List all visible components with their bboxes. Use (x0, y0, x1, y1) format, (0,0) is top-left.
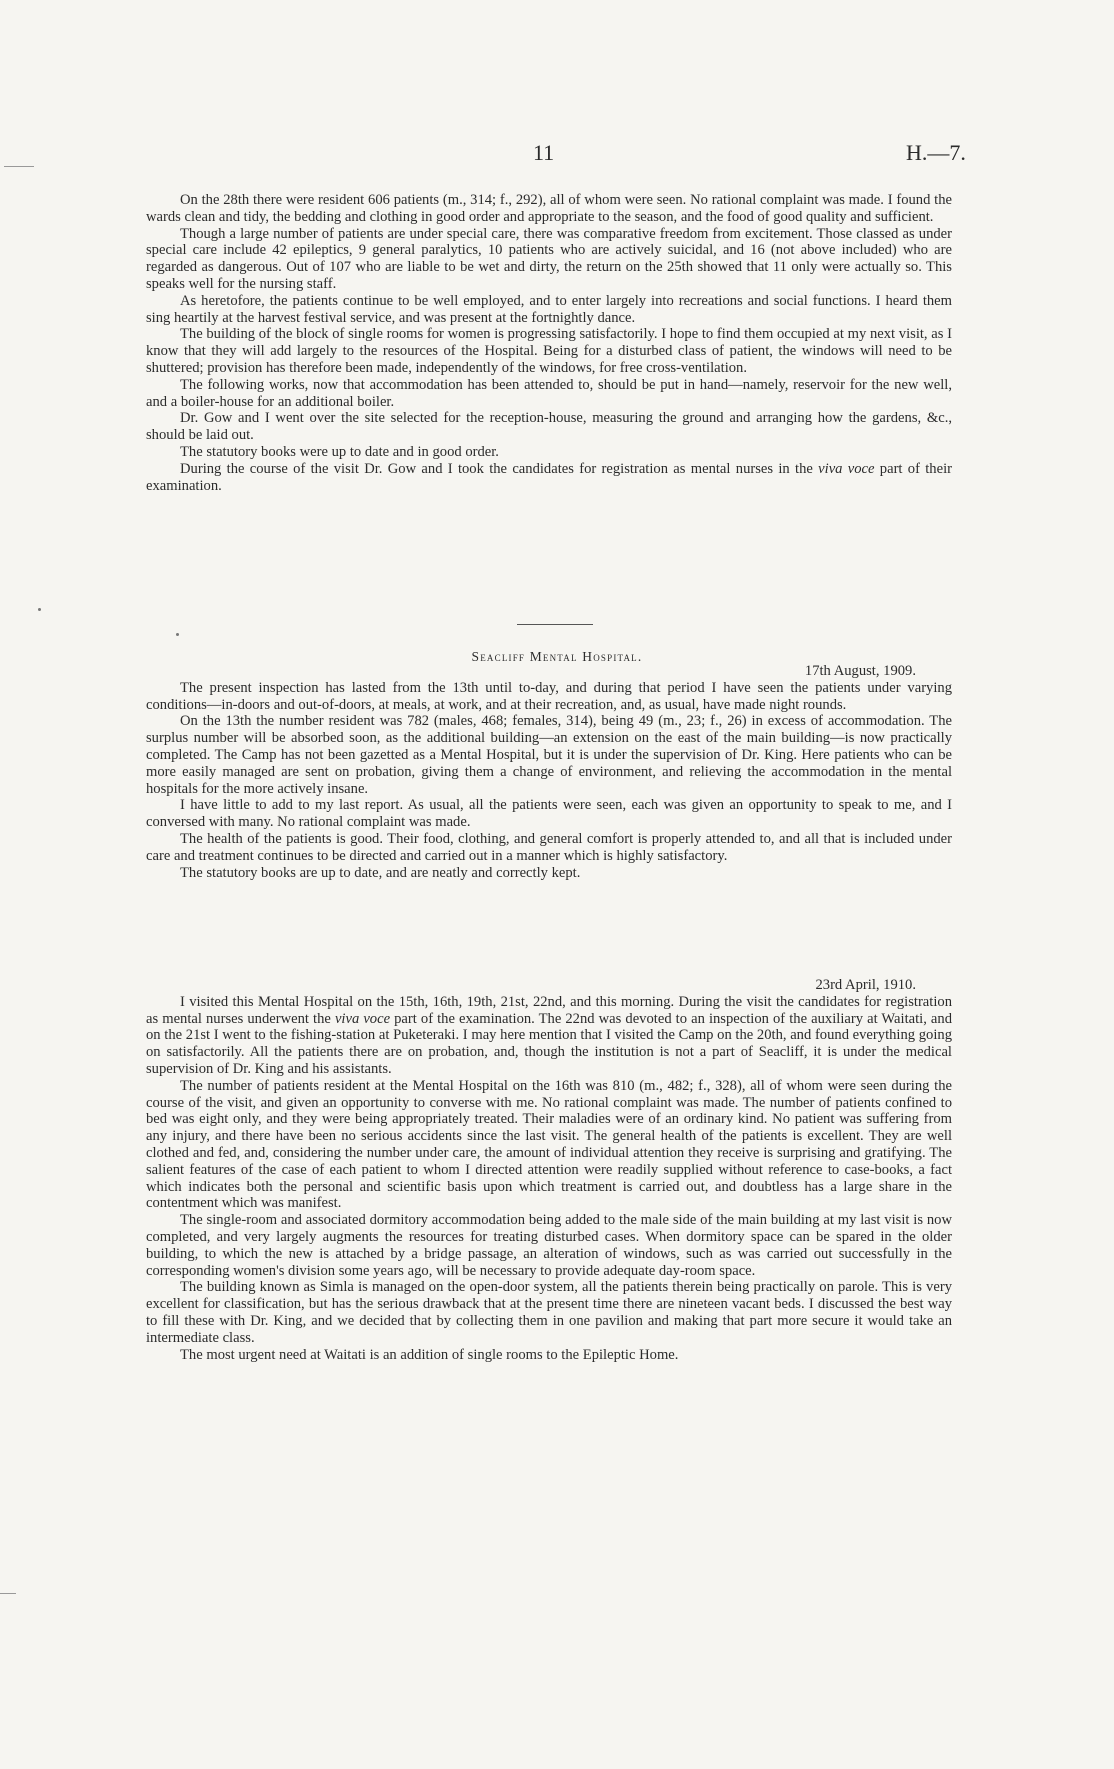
paragraph: As heretofore, the patients continue to be well employed, and to enter largely into recreations and social functions. I heard them sing heartily at the harvest festival service, and was present at the fortnightly dance. (146, 292, 952, 326)
italic-term: viva voce (334, 1010, 391, 1027)
paragraph: On the 28th there were resident 606 patients (m., 314; f., 292), all of whom were seen. No rational complaint was made. I found the wards clean and tidy, the bedding and clothing in good order and appropriate to the season, and the food of good quality and sufficient. (146, 192, 952, 225)
paragraph: The statutory books are up to date, and are neatly and correctly kept. (180, 864, 581, 881)
paragraph (146, 461, 952, 495)
report-section-2-part-1 (146, 663, 952, 881)
scan-speck (38, 608, 41, 611)
report-date: 23rd April, 1910. (815, 977, 916, 993)
page-number: 11 (533, 140, 555, 165)
paragraph: Though a large number of patients are under special care, there was comparative freedom from excitement. Those classed as under special care include 42 epileptics, 9 general paralytics, 10 patients who are actively suicidal, and 16 (not above included) who are regarded as dangerous. Out of 107 who are liable to be wet and dirty, the return on the 25th showed that 11 only were actually so. This speaks well for the nursing staff. (146, 225, 952, 292)
paragraph: The building of the block of single rooms for women is progressing satisfactorily. I hope to find them occupied at my next visit, as I know that they will add largely to the resources of the Hospital. Being for a disturbed class of patient, the windows will need to be shuttered; provision has therefore been made, independently of the windows, for free cross-ventilation. (146, 326, 952, 376)
margin-mark (4, 166, 34, 167)
paragraph: The most urgent need at Waitati is an addition of single rooms to the Epileptic Home. (180, 1346, 679, 1363)
margin-mark (0, 1593, 16, 1594)
text-run: I visited this Mental Hospital on the 15th, 16th, 19th, 21st, 22nd, and this morning. During the visit the candidates for registration as mental nurses underwent the (146, 993, 952, 1027)
paragraph: Dr. Gow and I went over the site selected for the reception-house, measuring the ground and arranging how the gardens, &c., should be laid out. (146, 410, 952, 444)
document-reference: H.—7. (906, 140, 966, 165)
paragraph: The building known as Simla is managed on the open-door system, all the patients therein being practically on parole. This is very excellent for classification, but has the serious drawback that at the present time there are nineteen vacant beds. I discussed the best way to fill these with Dr. King, and we decided that by collecting them in one pavilion and making that part more secure it would take an intermediate class. (146, 1279, 952, 1346)
paragraph: The number of patients resident at the Mental Hospital on the 16th was 810 (m., 482; f., 328), all of whom were seen during the course of the visit, and given an opportunity to converse with me. No rational complaint was made. The number of patients confined to bed was eight only, and they were being appropriately treated. Their maladies were of an ordinary kind. No patient was suffering from any injury, and there have been no serious accidents since the last visit. The general health of the patients is excellent. They are well clothed and fed, and, considering the number under care, the amount of individual attention they receive is surprising and gratifying. The salient features of the case of each patient to whom I directed attention were readily supplied without reference to case-books, a fact which indicates both the personal and scientific basis upon which treatment is carried out, and doubtless has a large share in the contentment which was manifest. (146, 1077, 952, 1212)
paragraph: On the 13th the number resident was 782 (males, 468; females, 314), being 49 (m., 23; f., 26) in excess of accommodation. The surplus number will be absorbed soon, as the additional building—an extension on the east of the main building—is now practically completed. The Camp has not been gazetted as a Mental Hospital, but it is under the supervision of Dr. King. Here patients who can be more easily managed are sent on probation, giving them a change of environment, and relieving the accommodation in the mental hospitals for the more actively insane. (146, 713, 952, 797)
paragraph: The following works, now that accommodation has been attended to, should be put in hand—namely, reservoir for the new well, and a boiler-house for an additional boiler. (146, 376, 952, 410)
section-divider (517, 624, 593, 625)
paragraph: I have little to add to my last report. As usual, all the patients were seen, each was given an opportunity to speak to me, and I conversed with many. No rational complaint was made. (146, 797, 952, 831)
report-section-1 (146, 192, 952, 494)
text-run: part of the examination. The 22nd was devoted to an inspection of the auxiliary at Waitati, and on the 21st I went to the fishing-station at Puketeraki. I may here mention that I visited the Camp on the 20th, and found everything going on satisfactorily. All the patients there are on probation, and, though the institution is not a part of Seacliff, it is under the medical supervision of Dr. King and his assistants. (146, 1010, 952, 1077)
italic-term: viva voce (818, 460, 875, 477)
report-date: 17th August, 1909. (804, 663, 916, 679)
paragraph: The present inspection has lasted from the 13th until to-day, and during that period I have seen the patients under varying conditions—in-doors and out-of-doors, at meals, at work, and at their recreation, and, as usual, have made night rounds. (146, 679, 952, 713)
paragraph: The statutory books were up to date and in good order. (180, 443, 499, 460)
paragraph (146, 994, 952, 1078)
section-heading: Seacliff Mental Hospital. (471, 649, 643, 664)
paragraph: The health of the patients is good. Their food, clothing, and general comfort is properly attended to, and all that is included under care and treatment continues to be directed and carried out in a manner which is highly satisfactory. (146, 830, 952, 864)
paragraph: The single-room and associated dormitory accommodation being added to the male side of the main building at my last visit is now completed, and very largely augments the resources for treating disturbed cases. When dormitory space can be spared in the older building, to which the new is attached by a bridge passage, an alteration of windows, such as was carried out successfully in the corresponding women's division some years ago, will be necessary to provide adequate day-room space. (146, 1212, 952, 1279)
text-run: part of their examination. (146, 460, 952, 494)
report-section-2-part-2 (146, 977, 952, 1363)
scan-speck (176, 633, 179, 636)
text-run: During the course of the visit Dr. Gow and I took the candidates for registration as mental nurses in the (180, 460, 819, 477)
